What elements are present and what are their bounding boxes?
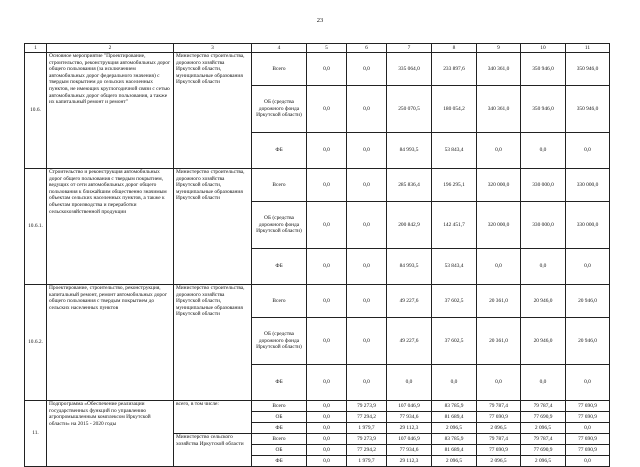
executor: всего, в том числе: — [174, 401, 252, 434]
value-col-6: 77 294,2 — [347, 412, 387, 423]
value-col-10: 0,0 — [521, 249, 566, 285]
value-col-10: 79 787,4 — [521, 434, 566, 445]
value-col-6: 79 273,9 — [347, 401, 387, 412]
executor: Министерство строительства, дорожного хозяйства Иркутской области, муниципальные образования Иркутской области — [174, 169, 252, 285]
value-col-9: 320 000,0 — [477, 202, 521, 249]
value-col-5: 0,0 — [307, 445, 347, 456]
column-number-header: 11 — [566, 44, 610, 53]
value-col-7: 335 064,0 — [387, 53, 432, 86]
value-col-5: 0,0 — [307, 285, 347, 318]
funding-source: ОБ (средства дорожного фонда Иркутской области) — [252, 86, 307, 133]
value-col-9: 340 361,0 — [477, 86, 521, 133]
value-col-9: 0,0 — [477, 249, 521, 285]
value-col-7: 200 842,9 — [387, 202, 432, 249]
column-number-header: 2 — [47, 44, 174, 53]
value-col-11: 77 690,9 — [566, 445, 610, 456]
value-col-6: 0,0 — [347, 53, 387, 86]
value-col-7: 107 046,9 — [387, 434, 432, 445]
value-col-5: 0,0 — [307, 169, 347, 202]
value-col-8: 83 785,9 — [432, 434, 477, 445]
value-col-10: 0,0 — [521, 365, 566, 401]
table-row — [25, 169, 610, 202]
funding-source: Всего — [252, 434, 307, 445]
value-col-7: 84 993,5 — [387, 249, 432, 285]
value-col-6: 0,0 — [347, 365, 387, 401]
item-number: 11. — [25, 401, 47, 467]
column-number-header: 5 — [307, 44, 347, 53]
value-col-10: 20 946,0 — [521, 285, 566, 318]
value-col-5: 0,0 — [307, 423, 347, 434]
value-col-6: 0,0 — [347, 318, 387, 365]
value-col-6: 0,0 — [347, 169, 387, 202]
value-col-11: 0,0 — [566, 249, 610, 285]
column-number-header: 9 — [477, 44, 521, 53]
value-col-9: 320 000,0 — [477, 169, 521, 202]
value-col-8: 83 785,9 — [432, 401, 477, 412]
value-col-8: 142 451,7 — [432, 202, 477, 249]
value-col-9: 77 690,9 — [477, 412, 521, 423]
activity-description: Основное мероприятие "Проектирование, строительство, реконструкция автомобильных дорог общего пользования (за исключением автомобильных дорог федерального значения) с твердым покрытием до сельских населенных пунктов, не имеющих круглогодичной связи с сетью автомобильных дорог общего пользования, а также их капитальный ремонт и ремонт" — [47, 53, 174, 169]
funding-source: Всего — [252, 169, 307, 202]
value-col-10: 2 096,5 — [521, 456, 566, 467]
value-col-5: 0,0 — [307, 456, 347, 467]
value-col-9: 79 787,4 — [477, 401, 521, 412]
value-col-9: 2 096,5 — [477, 423, 521, 434]
item-number: 10.6.2. — [25, 285, 47, 401]
value-col-7: 29 112,3 — [387, 423, 432, 434]
value-col-6: 0,0 — [347, 133, 387, 169]
value-col-9: 79 787,4 — [477, 434, 521, 445]
funding-source: ОБ (средства дорожного фонда Иркутской области) — [252, 202, 307, 249]
column-number-header: 3 — [174, 44, 252, 53]
funding-source: ОБ (средства дорожного фонда Иркутской области) — [252, 318, 307, 365]
value-col-7: 0,0 — [387, 365, 432, 401]
funding-source: Всего — [252, 285, 307, 318]
value-col-6: 0,0 — [347, 249, 387, 285]
table-row — [25, 401, 610, 412]
value-col-6: 1 979,7 — [347, 456, 387, 467]
header-row — [25, 44, 610, 53]
value-col-9: 2 096,5 — [477, 456, 521, 467]
value-col-7: 285 836,4 — [387, 169, 432, 202]
value-col-11: 330 000,0 — [566, 202, 610, 249]
executor: Министерство сельского хозяйства Иркутской области — [174, 434, 252, 467]
funding-source: Всего — [252, 53, 307, 86]
funding-source: ФБ — [252, 249, 307, 285]
value-col-9: 0,0 — [477, 365, 521, 401]
value-col-6: 77 294,2 — [347, 445, 387, 456]
value-col-6: 79 273,9 — [347, 434, 387, 445]
value-col-11: 0,0 — [566, 133, 610, 169]
item-number: 10.6. — [25, 53, 47, 169]
value-col-9: 20 361,0 — [477, 318, 521, 365]
value-col-5: 0,0 — [307, 53, 347, 86]
activity-description: Строительство и реконструкция автомобильных дорог общего пользования с твердым покрытием, ведущих от сети автомобильных дорог общего пользования к ближайшим общественно значимым объектам сельских населенных пунктов, а также к объектам производства и переработки сельскохозяйственной продукции — [47, 169, 174, 285]
value-col-7: 77 934,6 — [387, 412, 432, 423]
value-col-10: 20 946,0 — [521, 318, 566, 365]
value-col-8: 37 602,5 — [432, 285, 477, 318]
value-col-8: 233 897,6 — [432, 53, 477, 86]
activity-description: Проектирование, строительство, реконструкция, капитальный ремонт, ремонт автомобильных дорог общего пользования с твердым покрытием до сельских населенных пунктов — [47, 285, 174, 401]
item-number: 10.6.1. — [25, 169, 47, 285]
funding-source: ФБ — [252, 456, 307, 467]
value-col-9: 340 361,0 — [477, 53, 521, 86]
value-col-5: 0,0 — [307, 434, 347, 445]
funding-source: ФБ — [252, 133, 307, 169]
column-number-header: 10 — [521, 44, 566, 53]
value-col-8: 196 295,1 — [432, 169, 477, 202]
value-col-10: 330 000,0 — [521, 169, 566, 202]
value-col-8: 2 096,5 — [432, 456, 477, 467]
value-col-11: 350 946,0 — [566, 53, 610, 86]
column-number-header: 4 — [252, 44, 307, 53]
value-col-10: 330 000,0 — [521, 202, 566, 249]
value-col-7: 84 993,5 — [387, 133, 432, 169]
value-col-11: 0,0 — [566, 423, 610, 434]
table-row — [25, 53, 610, 86]
page-number: 23 — [316, 17, 324, 24]
value-col-7: 49 227,6 — [387, 318, 432, 365]
funding-source: ФБ — [252, 423, 307, 434]
value-col-5: 0,0 — [307, 202, 347, 249]
value-col-11: 77 690,9 — [566, 434, 610, 445]
value-col-5: 0,0 — [307, 133, 347, 169]
value-col-10: 77 690,9 — [521, 445, 566, 456]
value-col-10: 0,0 — [521, 133, 566, 169]
value-col-8: 37 602,5 — [432, 318, 477, 365]
value-col-5: 0,0 — [307, 401, 347, 412]
executor: Министерство строительства, дорожного хозяйства Иркутской области, муниципальные образования Иркутской области — [174, 53, 252, 169]
value-col-8: 81 689,4 — [432, 412, 477, 423]
value-col-7: 77 934,6 — [387, 445, 432, 456]
value-col-8: 2 096,5 — [432, 423, 477, 434]
value-col-11: 20 946,0 — [566, 318, 610, 365]
value-col-9: 0,0 — [477, 133, 521, 169]
value-col-8: 53 843,4 — [432, 249, 477, 285]
value-col-8: 53 843,4 — [432, 133, 477, 169]
value-col-6: 0,0 — [347, 202, 387, 249]
value-col-10: 350 946,0 — [521, 86, 566, 133]
executor: Министерство строительства, дорожного хозяйства Иркутской области, муниципальные образования Иркутской области — [174, 285, 252, 401]
value-col-10: 350 946,0 — [521, 53, 566, 86]
value-col-7: 250 070,5 — [387, 86, 432, 133]
value-col-11: 77 690,9 — [566, 412, 610, 423]
value-col-6: 0,0 — [347, 285, 387, 318]
value-col-7: 49 227,6 — [387, 285, 432, 318]
value-col-11: 0,0 — [566, 365, 610, 401]
value-col-8: 81 689,4 — [432, 445, 477, 456]
value-col-9: 77 690,9 — [477, 445, 521, 456]
value-col-11: 330 000,0 — [566, 169, 610, 202]
value-col-10: 79 787,4 — [521, 401, 566, 412]
value-col-5: 0,0 — [307, 249, 347, 285]
value-col-5: 0,0 — [307, 318, 347, 365]
column-number-header: 6 — [347, 44, 387, 53]
value-col-11: 350 946,0 — [566, 86, 610, 133]
value-col-5: 0,0 — [307, 365, 347, 401]
value-col-10: 2 096,5 — [521, 423, 566, 434]
column-number-header: 1 — [25, 44, 47, 53]
value-col-10: 77 690,9 — [521, 412, 566, 423]
value-col-9: 20 361,0 — [477, 285, 521, 318]
value-col-5: 0,0 — [307, 412, 347, 423]
table-row — [25, 285, 610, 318]
funding-source: ФБ — [252, 365, 307, 401]
activity-description: Подпрограмма «Обеспечение реализации государственных функций по управлению агропромышленным комплексом Иркутской области» на 2015 - 2020 годы — [47, 401, 174, 467]
budget-table — [24, 43, 610, 467]
funding-source: ОБ — [252, 445, 307, 456]
value-col-11: 20 946,0 — [566, 285, 610, 318]
value-col-7: 107 046,9 — [387, 401, 432, 412]
value-col-8: 180 054,2 — [432, 86, 477, 133]
funding-source: Всего — [252, 401, 307, 412]
value-col-8: 0,0 — [432, 365, 477, 401]
value-col-11: 77 690,9 — [566, 401, 610, 412]
column-number-header: 8 — [432, 44, 477, 53]
value-col-5: 0,0 — [307, 86, 347, 133]
value-col-6: 0,0 — [347, 86, 387, 133]
column-number-header: 7 — [387, 44, 432, 53]
value-col-6: 1 979,7 — [347, 423, 387, 434]
funding-source: ОБ — [252, 412, 307, 423]
value-col-7: 29 112,3 — [387, 456, 432, 467]
value-col-11: 0,0 — [566, 456, 610, 467]
